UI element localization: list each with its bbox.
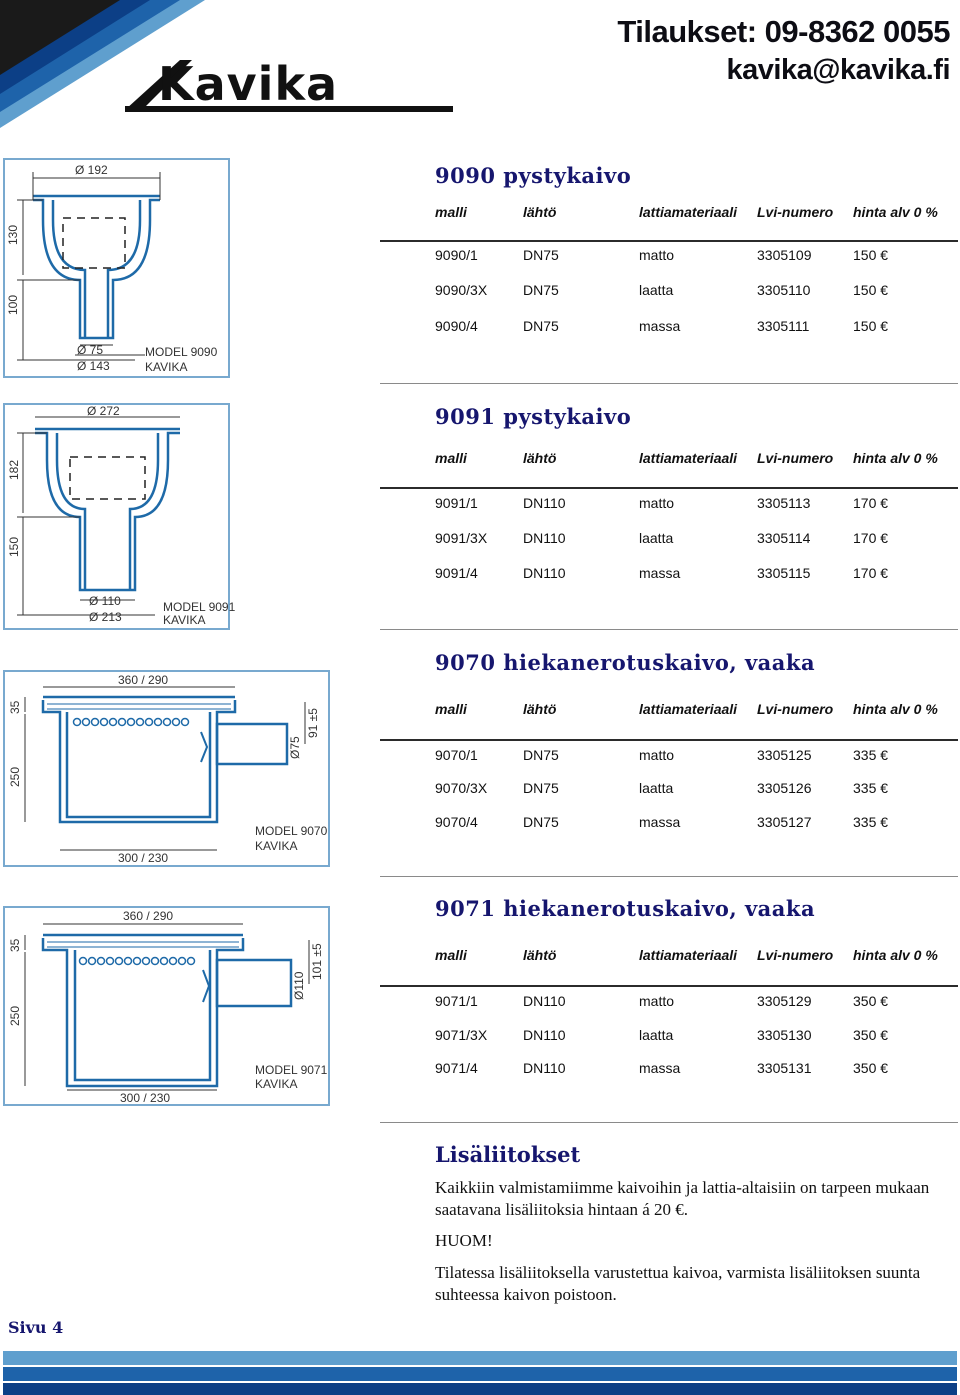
svg-text:182: 182: [7, 459, 21, 480]
svg-text:MODEL 9071: MODEL 9071: [255, 1063, 328, 1077]
col-hinta: hinta alv 0 %: [853, 204, 938, 220]
product-title-9090: 9090 pystykaivo: [435, 163, 632, 188]
svg-text:Ø 213: Ø 213: [89, 610, 122, 624]
svg-text:130: 130: [6, 224, 20, 245]
col-lvi: Lvi-numero: [757, 947, 834, 963]
svg-text:300 / 230: 300 / 230: [120, 1091, 171, 1105]
col-lvi: Lvi-numero: [757, 204, 834, 220]
svg-text:Ø 272: Ø 272: [87, 404, 120, 418]
svg-text:KAVIKA: KAVIKA: [145, 360, 188, 374]
logo-text: Kavika: [158, 57, 339, 111]
section-divider: [380, 383, 958, 384]
svg-text:MODEL 9091: MODEL 9091: [163, 600, 236, 614]
col-lvi: Lvi-numero: [757, 450, 834, 466]
order-phone: Tilaukset: 09-8362 0055: [617, 14, 950, 49]
col-materiaali: lattiamateriaali: [639, 947, 738, 963]
footer-stripe: [3, 1383, 957, 1395]
product-title-9071: 9071 hiekanerotuskaivo, vaaka: [435, 896, 816, 921]
col-lahto: lähtö: [523, 450, 557, 466]
svg-text:Ø110: Ø110: [292, 971, 306, 1000]
col-malli: malli: [435, 204, 467, 220]
diagram-9090: [3, 158, 230, 378]
svg-text:MODEL 9090: MODEL 9090: [145, 345, 218, 359]
svg-text:150: 150: [7, 536, 21, 557]
svg-text:91 ±5: 91 ±5: [306, 708, 320, 738]
col-materiaali: lattiamateriaali: [639, 701, 738, 717]
diagram-9071: [3, 906, 330, 1106]
col-materiaali: lattiamateriaali: [639, 450, 738, 466]
svg-text:KAVIKA: KAVIKA: [255, 1077, 298, 1091]
svg-text:100: 100: [6, 294, 20, 315]
col-malli: malli: [435, 947, 467, 963]
col-malli: malli: [435, 701, 467, 717]
section-divider: [380, 876, 958, 877]
svg-text:360 / 290: 360 / 290: [118, 673, 169, 687]
col-lahto: lähtö: [523, 947, 557, 963]
product-title-9091: 9091 pystykaivo: [435, 404, 632, 429]
svg-text:Ø 192: Ø 192: [75, 163, 108, 177]
svg-text:KAVIKA: KAVIKA: [255, 839, 298, 853]
col-lvi: Lvi-numero: [757, 701, 834, 717]
section-divider: [380, 629, 958, 630]
svg-text:MODEL 9070: MODEL 9070: [255, 824, 328, 838]
svg-text:101 ±5: 101 ±5: [310, 943, 324, 980]
col-materiaali: lattiamateriaali: [639, 204, 738, 220]
extras-note-label: HUOM!: [435, 1231, 493, 1250]
product-title-9070: 9070 hiekanerotuskaivo, vaaka: [435, 650, 816, 675]
svg-text:Ø 143: Ø 143: [77, 359, 110, 373]
extras-note-text: Tilatessa lisäliitoksella varustettua kaivoa, varmista lisäliitoksen suunta suhteessa kaivon poistoon.: [435, 1263, 921, 1304]
table-rule: [380, 739, 958, 741]
section-divider: [380, 1122, 958, 1123]
extras-paragraph: Kaikkiin valmistamiimme kaivoihin ja lattia-altaisiin on tarpeen mukaan saatavana lisäliitoksia hintaan á 20 €.: [435, 1178, 930, 1219]
kavika-logo: [120, 52, 455, 114]
diagram-9070: [3, 670, 330, 867]
svg-text:Ø 75: Ø 75: [77, 343, 104, 357]
svg-text:35: 35: [8, 938, 22, 952]
order-email: kavika@kavika.fi: [726, 54, 950, 86]
page-number: Sivu 4: [8, 1318, 64, 1337]
footer-stripe: [3, 1351, 957, 1365]
table-rule: [380, 487, 958, 489]
svg-text:250: 250: [8, 1005, 22, 1026]
svg-text:250: 250: [8, 766, 22, 787]
col-hinta: hinta alv 0 %: [853, 947, 938, 963]
col-lahto: lähtö: [523, 701, 557, 717]
table-rule: [380, 985, 958, 987]
footer-stripe: [3, 1367, 957, 1381]
svg-text:Ø75: Ø75: [288, 736, 302, 759]
table-rule: [380, 240, 958, 242]
col-hinta: hinta alv 0 %: [853, 450, 938, 466]
svg-text:Ø 110: Ø 110: [89, 594, 121, 608]
svg-text:360 / 290: 360 / 290: [123, 909, 174, 923]
col-lahto: lähtö: [523, 204, 557, 220]
extras-title: Lisäliitokset: [435, 1142, 581, 1167]
svg-text:300 / 230: 300 / 230: [118, 851, 169, 865]
svg-text:KAVIKA: KAVIKA: [163, 613, 206, 627]
col-hinta: hinta alv 0 %: [853, 701, 938, 717]
diagram-9091: [3, 403, 236, 630]
col-malli: malli: [435, 450, 467, 466]
svg-text:35: 35: [8, 700, 22, 714]
